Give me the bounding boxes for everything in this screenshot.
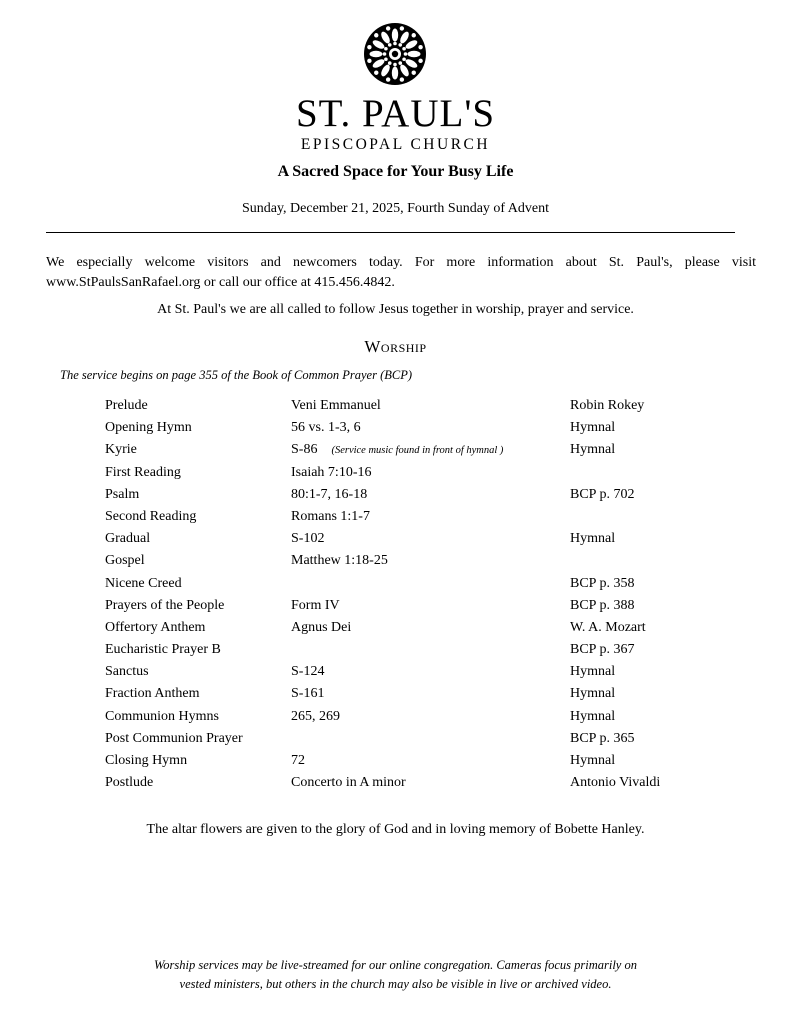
service-reference: Robin Rokey — [570, 398, 645, 413]
service-item — [105, 573, 725, 595]
service-part: Post Communion Prayer — [105, 730, 243, 746]
service-item — [105, 639, 725, 661]
service-date: Sunday, December 21, 2025, Fourth Sunday of Advent — [241, 201, 550, 216]
service-item — [105, 728, 725, 750]
service-detail: S-124 — [291, 664, 325, 680]
service-detail: Concerto in A minor — [291, 775, 406, 791]
service-reference: BCP p. 702 — [570, 486, 635, 502]
service-detail-cell — [291, 417, 361, 439]
service-detail: Veni Emmanuel — [291, 398, 381, 413]
service-part: Kyrie — [105, 442, 137, 458]
tagline: A Sacred Space for Your Busy Life — [277, 163, 514, 180]
service-item — [105, 550, 725, 572]
service-reference: Hymnal — [570, 442, 616, 458]
service-part: Closing Hymn — [105, 753, 188, 768]
service-part: Gospel — [105, 553, 145, 569]
service-reference: Antonio Vivaldi — [570, 775, 661, 791]
service-item — [105, 683, 725, 705]
service-item — [105, 395, 725, 417]
mission-statement: At St. Paul's we are all called to follow Jesus together in worship, prayer and service. — [157, 302, 634, 317]
service-item — [105, 617, 725, 639]
welcome-text: We especially welcome visitors and newcomers today. For more information about St. Paul's, please visit www.StPaulsSanRafael.org or call our office at 415.456.4842. — [46, 255, 756, 290]
livestream-notice-line1: Worship services may be live-streamed for our online congregation. Cameras focus primarily on — [154, 958, 637, 972]
rose-window-icon — [363, 22, 427, 86]
service-detail: 56 vs. 1-3, 6 — [291, 420, 361, 436]
service-music-note: (Service music found in front of hymnal ) — [331, 445, 504, 457]
service-detail-cell — [291, 550, 388, 572]
service-item — [105, 528, 725, 550]
service-item — [105, 506, 725, 528]
order-of-service — [105, 395, 725, 794]
service-detail-cell — [291, 484, 367, 506]
service-detail: 72 — [291, 753, 305, 768]
service-reference: BCP p. 358 — [570, 575, 635, 591]
service-item — [105, 439, 725, 461]
service-detail-cell — [291, 439, 503, 462]
service-note: The service begins on page 355 of the Book of Common Prayer (BCP) — [60, 368, 413, 382]
service-part: Prelude — [105, 398, 148, 413]
service-detail: Form IV — [291, 597, 340, 613]
service-detail-cell — [291, 462, 371, 484]
service-reference: Hymnal — [570, 664, 616, 680]
service-detail: Isaiah 7:10-16 — [291, 464, 372, 480]
service-detail: 265, 269 — [291, 708, 340, 724]
church-name: ST. PAUL'S — [295, 92, 496, 135]
service-detail-cell — [291, 595, 340, 617]
service-detail: Romans 1:1-7 — [291, 508, 370, 524]
service-detail-cell — [291, 395, 381, 417]
worship-heading: Worship — [364, 337, 427, 356]
service-item — [105, 484, 725, 506]
church-subtitle: EPISCOPAL CHURCH — [300, 136, 491, 153]
service-detail-cell — [291, 661, 324, 683]
service-item — [105, 417, 725, 439]
service-part: Fraction Anthem — [105, 686, 200, 702]
service-item — [105, 462, 725, 484]
service-item — [105, 706, 725, 728]
service-reference: Hymnal — [570, 708, 616, 724]
service-reference: Hymnal — [570, 420, 616, 436]
service-detail: S-161 — [291, 686, 325, 702]
service-detail-cell — [291, 683, 324, 705]
service-detail-cell — [291, 772, 406, 794]
service-item — [105, 661, 725, 683]
service-part: Psalm — [105, 486, 140, 502]
service-part: First Reading — [105, 464, 181, 480]
service-detail: Matthew 1:18-25 — [291, 553, 388, 569]
service-reference: Hymnal — [570, 531, 616, 547]
service-detail: S-102 — [291, 531, 325, 547]
service-detail: Agnus Dei — [291, 619, 352, 635]
service-detail: 80:1-7, 16-18 — [291, 486, 368, 502]
service-detail-cell — [291, 528, 324, 550]
service-part: Nicene Creed — [105, 575, 182, 591]
service-part: Second Reading — [105, 508, 197, 524]
service-detail-cell — [291, 706, 340, 728]
altar-flowers-note: The altar flowers are given to the glory of God and in loving memory of Bobette Hanley. — [146, 822, 645, 837]
service-reference: Hymnal — [570, 686, 616, 702]
divider — [46, 232, 735, 233]
service-reference: BCP p. 365 — [570, 730, 635, 746]
livestream-notice — [0, 956, 791, 994]
service-item — [105, 772, 725, 794]
service-part: Prayers of the People — [105, 597, 225, 613]
service-reference: BCP p. 388 — [570, 597, 635, 613]
service-part: Eucharistic Prayer B — [105, 642, 221, 658]
service-item — [105, 750, 725, 772]
service-detail-cell — [291, 617, 351, 639]
service-detail: S-86 — [291, 442, 318, 458]
service-detail-cell — [291, 506, 370, 528]
service-reference: Hymnal — [570, 753, 616, 768]
livestream-notice-line2: vested ministers, but others in the church may also be visible in live or archived video. — [179, 977, 612, 991]
service-part: Offertory Anthem — [105, 619, 206, 635]
service-part: Sanctus — [105, 664, 149, 680]
service-part: Postlude — [105, 775, 154, 791]
service-part: Opening Hymn — [105, 420, 192, 436]
service-item — [105, 595, 725, 617]
service-part: Gradual — [105, 531, 151, 547]
service-detail-cell — [291, 750, 305, 772]
service-part: Communion Hymns — [105, 708, 219, 724]
service-reference: BCP p. 367 — [570, 642, 635, 658]
service-reference: W. A. Mozart — [570, 619, 646, 635]
